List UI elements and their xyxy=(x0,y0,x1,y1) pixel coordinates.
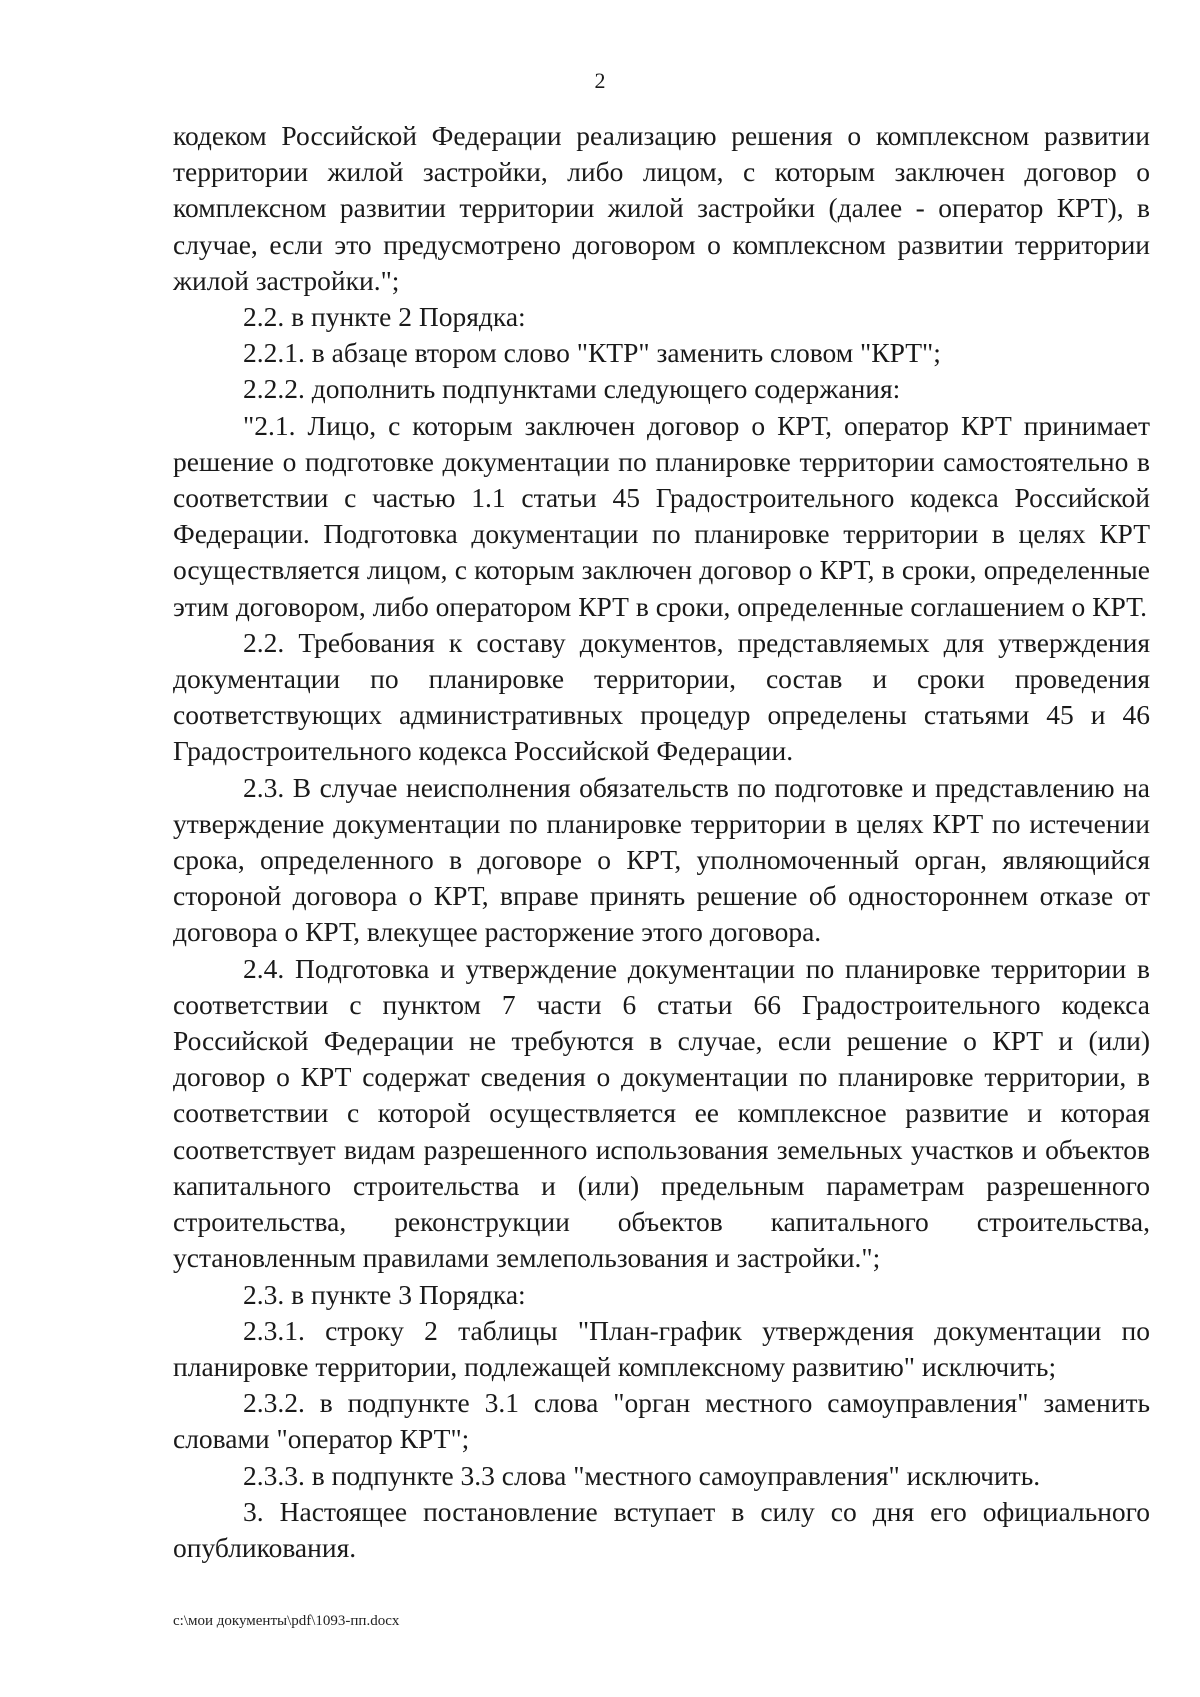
document-body xyxy=(173,118,1150,1566)
paragraph: 2.3.2. в подпункте 3.1 слова "орган местного самоуправления" заменить словами "оператор КРТ"; xyxy=(173,1387,1150,1455)
paragraph: 2.2. Требования к составу документов, представляемых для утверждения документации по планировке территории, состав и сроки проведения соответствующих административных процедур определены статьями 45 и 46 Градостроительного кодекса Российской Федерации. xyxy=(173,626,1150,767)
paragraph: 2.3.3. в подпункте 3.3 слова "местного самоуправления" исключить. xyxy=(243,1459,1041,1491)
footer-file-path: c:\мои документы\pdf\1093-пп.docx xyxy=(173,1613,400,1629)
paragraph: 2.3.1. строку 2 таблицы "План-график утверждения документации по планировке территории, подлежащей комплексному развитию" исключить; xyxy=(173,1314,1150,1382)
paragraph: 2.2.2. дополнить подпунктами следующего содержания: xyxy=(243,373,901,405)
paragraph: 2.4. Подготовка и утверждение документации по планировке территории в соответствии с пунктом 7 части 6 статьи 66 Градостроительного кодекса Российской Федерации не требуются в случае, если решение о КРТ и (или) договор о КРТ содержат сведения о документации по планировке территории, в соответствии с которой осуществляется ее комплексное развитие и которая соответствует видам разрешенного использования земельных участков и объектов капитального строительства и (или) предельным параметрам разрешенного строительства, реконструкции объектов капитального строительства, установленным правилами землепользования и застройки."; xyxy=(173,952,1150,1274)
paragraph: "2.1. Лицо, с которым заключен договор о КРТ, оператор КРТ принимает решение о подготовке документации по планировке территории самостоятельно в соответствии с частью 1.1 статьи 45 Градостроительного кодекса Российской Федерации. Подготовка документации по планировке территории в целях КРТ осуществляется лицом, с которым заключен договор о КРТ, в сроки, определенные этим договором, либо оператором КРТ в сроки, определенные соглашением о КРТ. xyxy=(173,409,1150,622)
paragraph: 3. Настоящее постановление вступает в силу со дня его официального опубликования. xyxy=(173,1495,1150,1563)
page-number: 2 xyxy=(594,68,606,93)
paragraph: 2.3. в пункте 3 Порядка: xyxy=(243,1278,526,1310)
paragraph: 2.3. В случае неисполнения обязательств по подготовке и представлению на утверждение документации по планировке территории в целях КРТ по истечении срока, определенного в договоре о КРТ, уполномоченный орган, являющийся стороной договора о КРТ, вправе принять решение об одностороннем отказе от договора о КРТ, влекущее расторжение этого договора. xyxy=(173,771,1150,948)
paragraph: кодеком Российской Федерации реализацию решения о комплексном развитии территории жилой застройки, либо лицом, с которым заключен договор о комплексном развитии территории жилой застройки (далее - оператор КРТ), в случае, если это предусмотрено договором о комплексном развитии территории жилой застройки."; xyxy=(173,120,1150,296)
paragraph: 2.2. в пункте 2 Порядка: xyxy=(243,301,526,333)
paragraph: 2.2.1. в абзаце втором слово "КТР" заменить словом "КРТ"; xyxy=(243,337,941,369)
